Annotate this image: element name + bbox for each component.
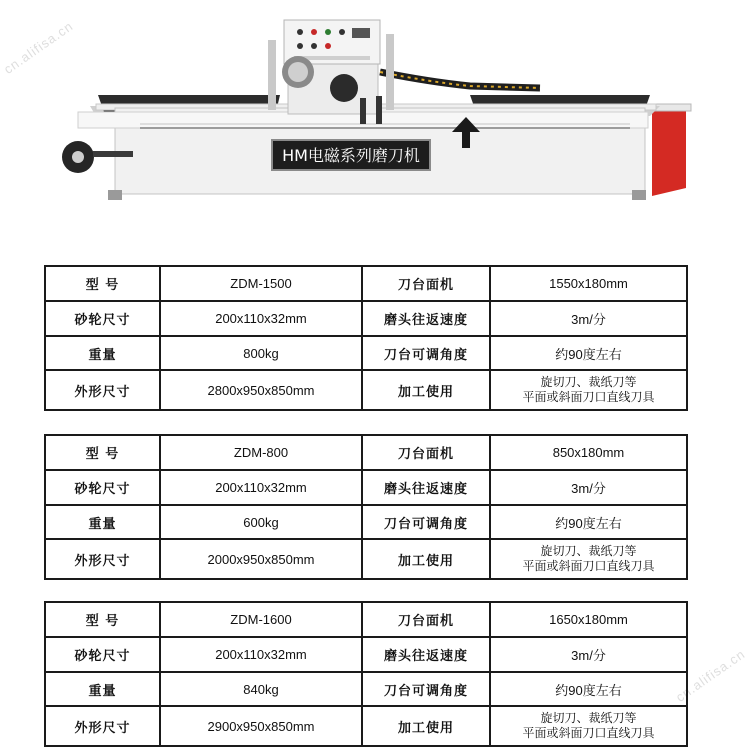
value-dimensions: 2000x950x850mm	[160, 539, 362, 579]
label-weight: 重量	[45, 505, 160, 539]
usage-line-1: 旋切刀、裁纸刀等	[540, 711, 637, 725]
label-table-size: 刀台面机	[362, 602, 490, 637]
value-usage	[490, 539, 687, 579]
table-row	[45, 637, 687, 672]
value-weight: 840kg	[160, 672, 362, 706]
spec-table-1	[44, 265, 688, 411]
value-model: ZDM-1600	[160, 602, 362, 637]
value-head-speed: 3m/分	[490, 301, 687, 336]
value-angle: 约90度左右	[490, 505, 687, 539]
label-usage: 加工使用	[362, 370, 490, 410]
table-row	[45, 301, 687, 336]
value-angle: 约90度左右	[490, 672, 687, 706]
value-head-speed: 3m/分	[490, 470, 687, 505]
value-dimensions: 2800x950x850mm	[160, 370, 362, 410]
machine-sign-text: HM电磁系列磨刀机	[282, 146, 420, 165]
usage-line-1: 旋切刀、裁纸刀等	[540, 375, 637, 389]
label-head-speed: 磨头往返速度	[362, 637, 490, 672]
red-side-panel	[652, 108, 686, 196]
watermark: cn.alifisa.cn	[673, 646, 748, 705]
table-row	[45, 435, 687, 470]
value-table-size: 850x180mm	[490, 435, 687, 470]
table-row	[45, 602, 687, 637]
label-usage: 加工使用	[362, 706, 490, 746]
value-dimensions: 2900x950x850mm	[160, 706, 362, 746]
value-table-size: 1550x180mm	[490, 266, 687, 301]
label-dimensions: 外形尺寸	[45, 370, 160, 410]
label-model: 型 号	[45, 435, 160, 470]
label-usage: 加工使用	[362, 539, 490, 579]
watermark: cn.alifisa.cn	[1, 18, 76, 77]
usage-line-1: 旋切刀、裁纸刀等	[540, 544, 637, 558]
value-wheel-size: 200x110x32mm	[160, 637, 362, 672]
label-angle: 刀台可调角度	[362, 672, 490, 706]
usage-line-2: 平面或斜面刀口直线刀具	[522, 726, 655, 740]
label-angle: 刀台可调角度	[362, 336, 490, 370]
value-weight: 600kg	[160, 505, 362, 539]
table-row	[45, 266, 687, 301]
cable-chain	[380, 72, 540, 88]
table-row	[45, 505, 687, 539]
value-wheel-size: 200x110x32mm	[160, 301, 362, 336]
label-dimensions: 外形尺寸	[45, 706, 160, 746]
value-model: ZDM-800	[160, 435, 362, 470]
value-usage	[490, 706, 687, 746]
value-usage	[490, 370, 687, 410]
label-table-size: 刀台面机	[362, 266, 490, 301]
table-row	[45, 539, 687, 579]
table-row	[45, 706, 687, 746]
value-model: ZDM-1500	[160, 266, 362, 301]
label-wheel-size: 砂轮尺寸	[45, 301, 160, 336]
table-row	[45, 672, 687, 706]
label-angle: 刀台可调角度	[362, 505, 490, 539]
label-wheel-size: 砂轮尺寸	[45, 637, 160, 672]
label-model: 型 号	[45, 266, 160, 301]
value-angle: 约90度左右	[490, 336, 687, 370]
label-head-speed: 磨头往返速度	[362, 470, 490, 505]
spec-table-2	[44, 434, 688, 580]
table-row	[45, 470, 687, 505]
label-weight: 重量	[45, 672, 160, 706]
value-wheel-size: 200x110x32mm	[160, 470, 362, 505]
label-model: 型 号	[45, 602, 160, 637]
table-row	[45, 336, 687, 370]
label-weight: 重量	[45, 336, 160, 370]
value-table-size: 1650x180mm	[490, 602, 687, 637]
label-table-size: 刀台面机	[362, 435, 490, 470]
spec-table-3	[44, 601, 688, 747]
usage-line-2: 平面或斜面刀口直线刀具	[522, 559, 655, 573]
value-head-speed: 3m/分	[490, 637, 687, 672]
label-head-speed: 磨头往返速度	[362, 301, 490, 336]
machine-photo	[0, 0, 750, 235]
label-wheel-size: 砂轮尺寸	[45, 470, 160, 505]
usage-line-2: 平面或斜面刀口直线刀具	[522, 390, 655, 404]
value-weight: 800kg	[160, 336, 362, 370]
table-row	[45, 370, 687, 410]
label-dimensions: 外形尺寸	[45, 539, 160, 579]
